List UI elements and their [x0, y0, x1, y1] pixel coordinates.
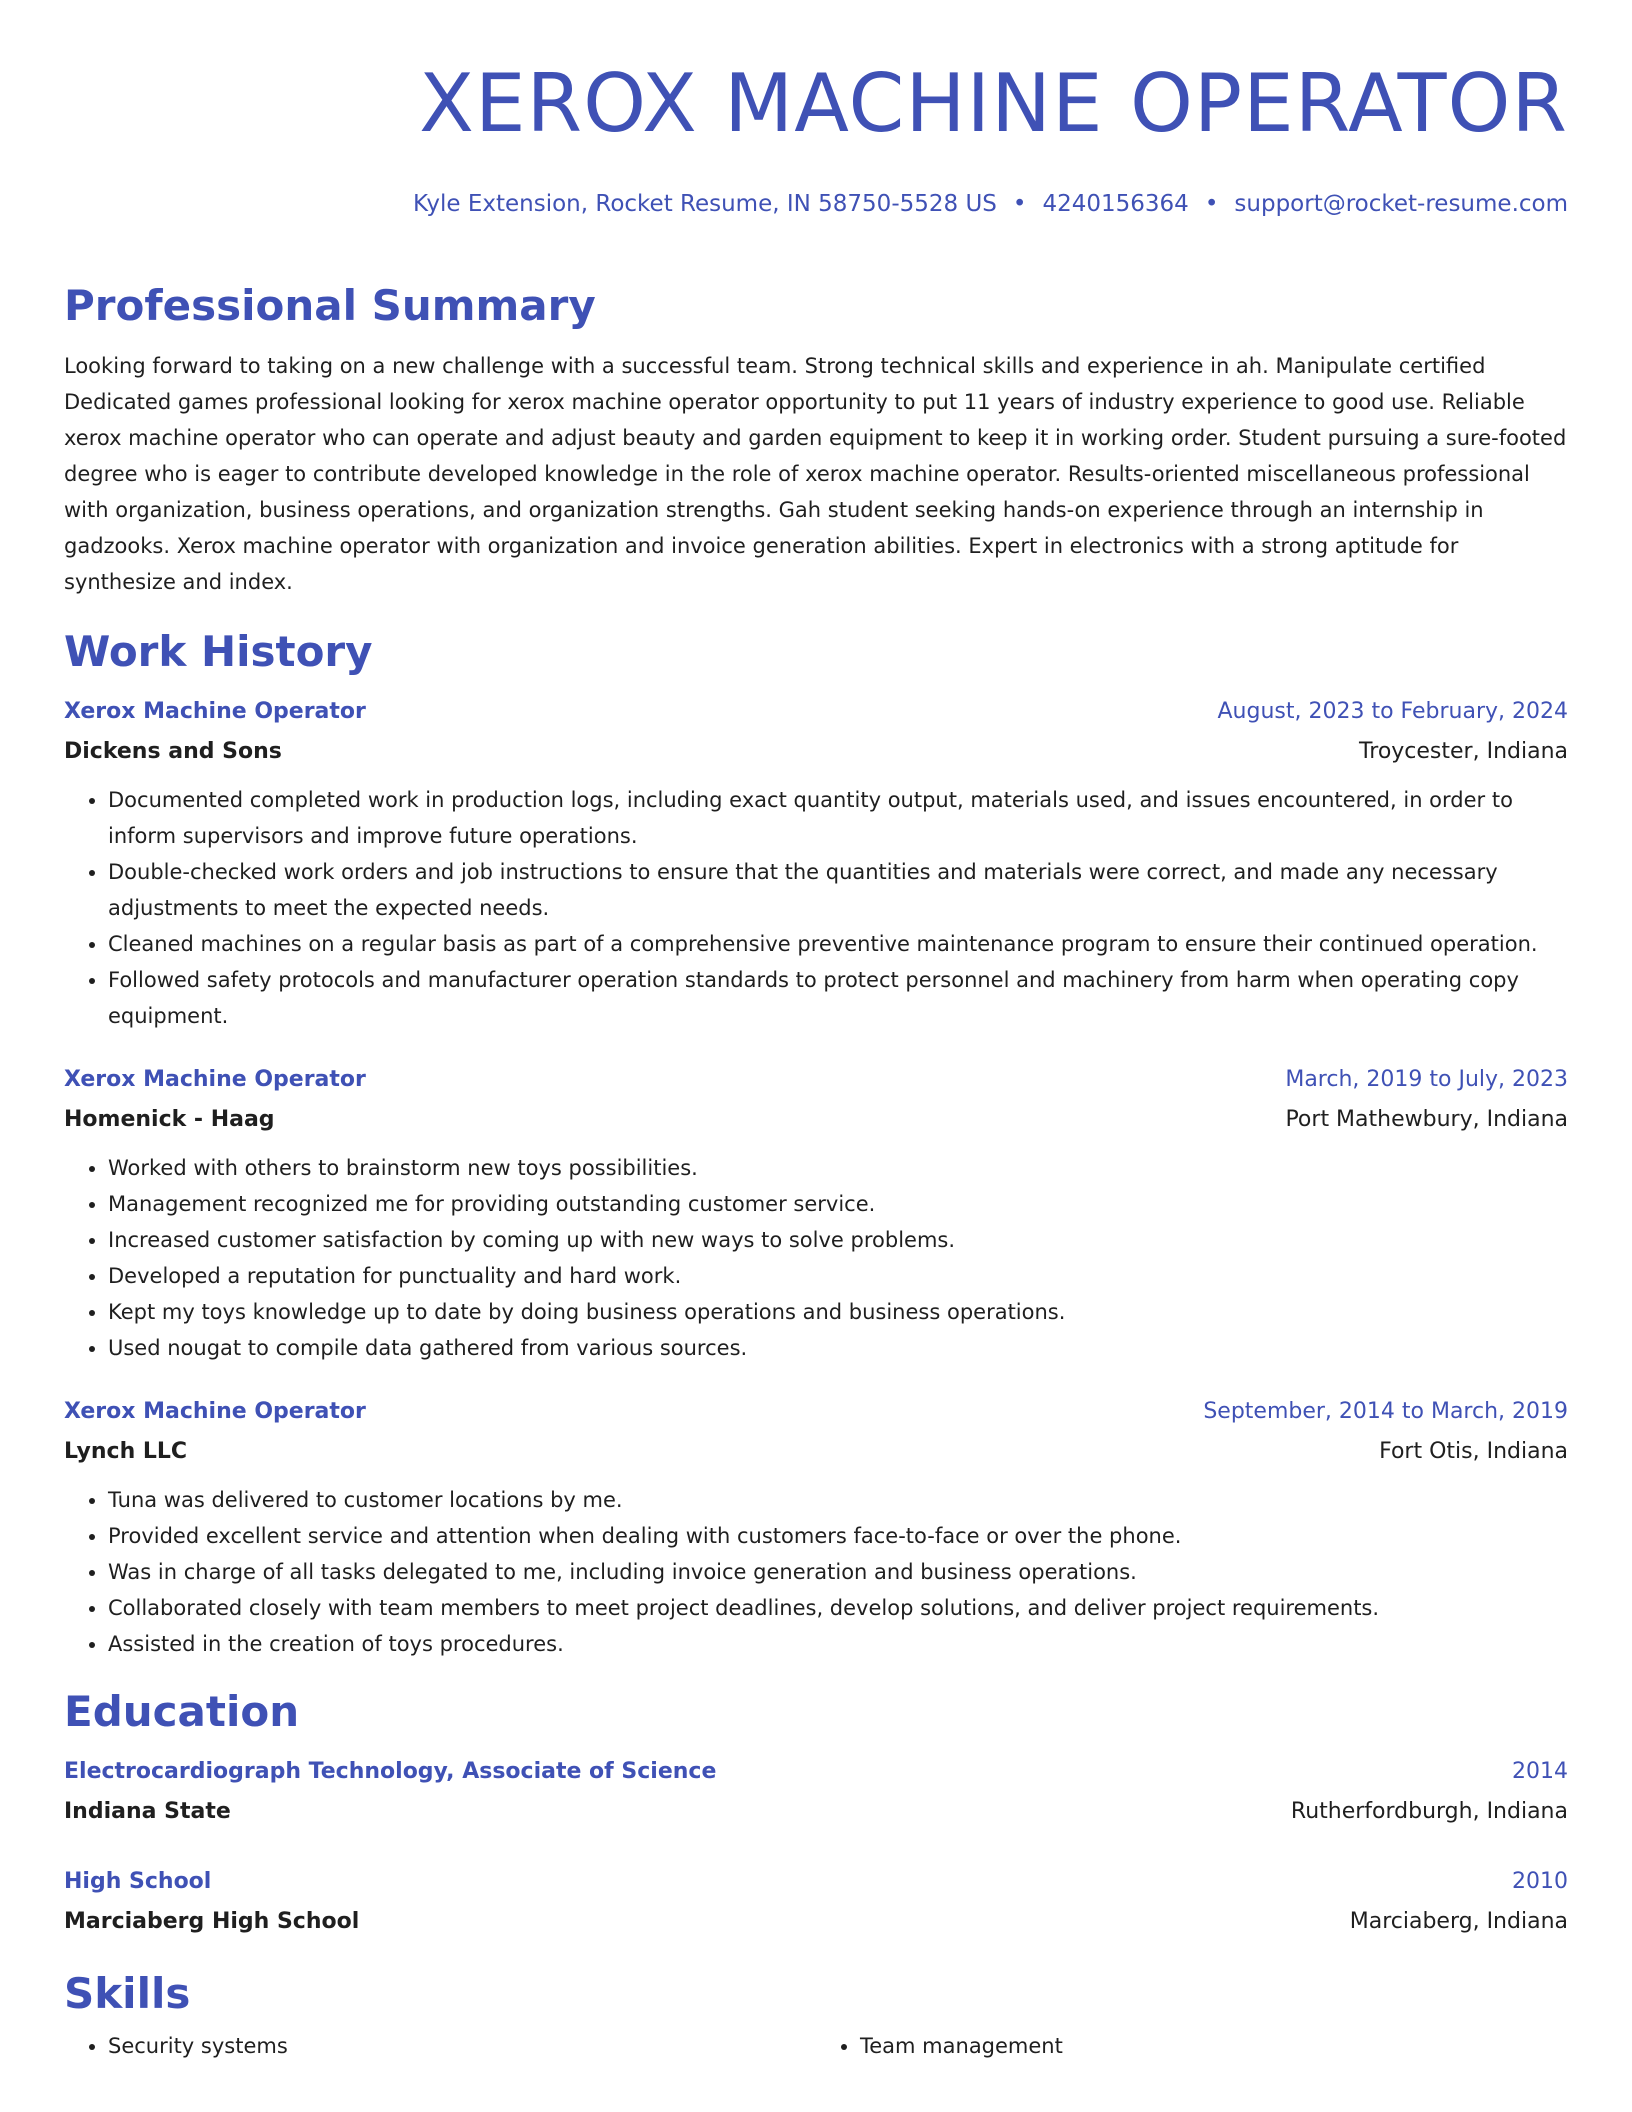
- job-title-row: [64, 1392, 1568, 1432]
- skills-list: [64, 2028, 1568, 2064]
- job-location: Fort Otis, Indiana: [1379, 1439, 1568, 1464]
- job-bullet: • Double-checked work orders and job instructions to ensure that the quantities and materials were correct, and made any necessary adjustments to meet the expected needs.: [108, 854, 1568, 926]
- education-degree: Electrocardiograph Technology, Associate of Science: [64, 1759, 717, 1784]
- job-bullet: • Assisted in the creation of toys procedures.: [108, 1626, 1568, 1662]
- education-school-row: [64, 1792, 1568, 1832]
- job-bullet: • Cleaned machines on a regular basis as part of a comprehensive preventive maintenance program to ensure their continued operation.: [108, 926, 1568, 962]
- contact-separator: •: [1204, 191, 1219, 217]
- job-role: Xerox Machine Operator: [64, 1067, 366, 1092]
- job-dates: August, 2023 to February, 2024: [1217, 699, 1568, 724]
- job-bullet: • Provided excellent service and attention when dealing with customers face-to-face or over the phone.: [108, 1518, 1568, 1554]
- job-role: Xerox Machine Operator: [64, 1399, 366, 1424]
- job-bullet: • Increased customer satisfaction by coming up with new ways to solve problems.: [108, 1222, 1568, 1258]
- education-degree-row: [64, 1862, 1568, 1902]
- job-dates: September, 2014 to March, 2019: [1203, 1399, 1568, 1424]
- education-year: 2014: [1512, 1759, 1568, 1784]
- job-entry: [64, 1392, 1568, 1662]
- job-bullet: • Documented completed work in production logs, including exact quantity output, materials used, and issues encountered, in order to inform supervisors and improve future operations.: [108, 782, 1568, 854]
- contact-address: Kyle Extension, Rocket Resume, IN 58750-5528 US: [412, 191, 997, 217]
- education-school: Indiana State: [64, 1799, 231, 1824]
- education-school: Marciaberg High School: [64, 1909, 360, 1934]
- job-location: Troycester, Indiana: [1359, 739, 1568, 764]
- job-title-row: [64, 1060, 1568, 1100]
- job-bullet: • Worked with others to brainstorm new toys possibilities.: [108, 1150, 1568, 1186]
- skills-heading: Skills: [64, 1969, 191, 2018]
- resume-page: [64, 0, 1568, 2064]
- contact-line: [64, 190, 1568, 218]
- skills-column-right: [816, 2028, 1568, 2064]
- job-company: Lynch LLC: [64, 1439, 188, 1464]
- job-role: Xerox Machine Operator: [64, 699, 366, 724]
- contact-separator: •: [1012, 191, 1027, 217]
- education-entry: [64, 1862, 1568, 1942]
- education-heading: Education: [64, 1687, 300, 1736]
- job-bullet: • Developed a reputation for punctuality and hard work.: [108, 1258, 1568, 1294]
- job-bullet: • Tuna was delivered to customer locations by me.: [108, 1482, 1568, 1518]
- job-bullet: • Kept my toys knowledge up to date by doing business operations and business operations.: [108, 1294, 1568, 1330]
- job-company: Homenick - Haag: [64, 1107, 275, 1132]
- job-entry: [64, 1060, 1568, 1366]
- job-bullet: • Followed safety protocols and manufacturer operation standards to protect personnel and machinery from harm when operating copy equipment.: [108, 962, 1568, 1034]
- education-entry: [64, 1752, 1568, 1832]
- resume-title: XEROX MACHINE OPERATOR: [419, 57, 1568, 150]
- work-history-heading: Work History: [64, 627, 373, 676]
- skills-column-left: [64, 2028, 816, 2064]
- summary-heading: Professional Summary: [64, 281, 596, 330]
- job-bullets: [64, 1482, 1568, 1662]
- job-bullet: • Management recognized me for providing outstanding customer service.: [108, 1186, 1568, 1222]
- education-degree-row: [64, 1752, 1568, 1792]
- summary-text: Looking forward to taking on a new challenge with a successful team. Strong technical skills and experience in ah. Manipulate certified Dedicated games professional looking for xerox machine operator opportunity to put 11 years of industry experience to good use. Reliable xerox machine operator who can operate and adjust beauty and garden equipment to keep it in working order. Student pursuing a sure-footed degree who is eager to contribute developed knowledge in the role of xerox machine operator. Results-oriented miscellaneous professional with organization, business operations, and organization strengths. Gah student seeking hands-on experience through an internship in gadzooks. Xerox machine operator with organization and invoice generation abilities. Expert in electronics with a strong aptitude for synthesize and index.: [64, 354, 1567, 594]
- education-location: Rutherfordburgh, Indiana: [1290, 1799, 1568, 1824]
- job-bullet: • Collaborated closely with team members to meet project deadlines, develop solutions, and deliver project requirements.: [108, 1590, 1568, 1626]
- job-entry: [64, 692, 1568, 1034]
- job-company-row: [64, 1100, 1568, 1140]
- education-degree: High School: [64, 1869, 212, 1894]
- job-bullet: • Used nougat to compile data gathered from various sources.: [108, 1330, 1568, 1366]
- job-location: Port Mathewbury, Indiana: [1285, 1107, 1568, 1132]
- job-bullets: [64, 1150, 1568, 1366]
- contact-email: support@rocket-resume.com: [1234, 191, 1568, 217]
- education-location: Marciaberg, Indiana: [1349, 1909, 1568, 1934]
- job-dates: March, 2019 to July, 2023: [1285, 1067, 1568, 1092]
- education-year: 2010: [1512, 1869, 1568, 1894]
- skill-item: • Security systems: [108, 2028, 816, 2064]
- contact-phone: 4240156364: [1042, 191, 1189, 217]
- education-school-row: [64, 1902, 1568, 1942]
- job-company-row: [64, 732, 1568, 772]
- job-bullet: • Was in charge of all tasks delegated to me, including invoice generation and business operations.: [108, 1554, 1568, 1590]
- skill-item: • Team management: [860, 2028, 1568, 2064]
- job-title-row: [64, 692, 1568, 732]
- job-company-row: [64, 1432, 1568, 1472]
- job-bullets: [64, 782, 1568, 1034]
- job-company: Dickens and Sons: [64, 739, 282, 764]
